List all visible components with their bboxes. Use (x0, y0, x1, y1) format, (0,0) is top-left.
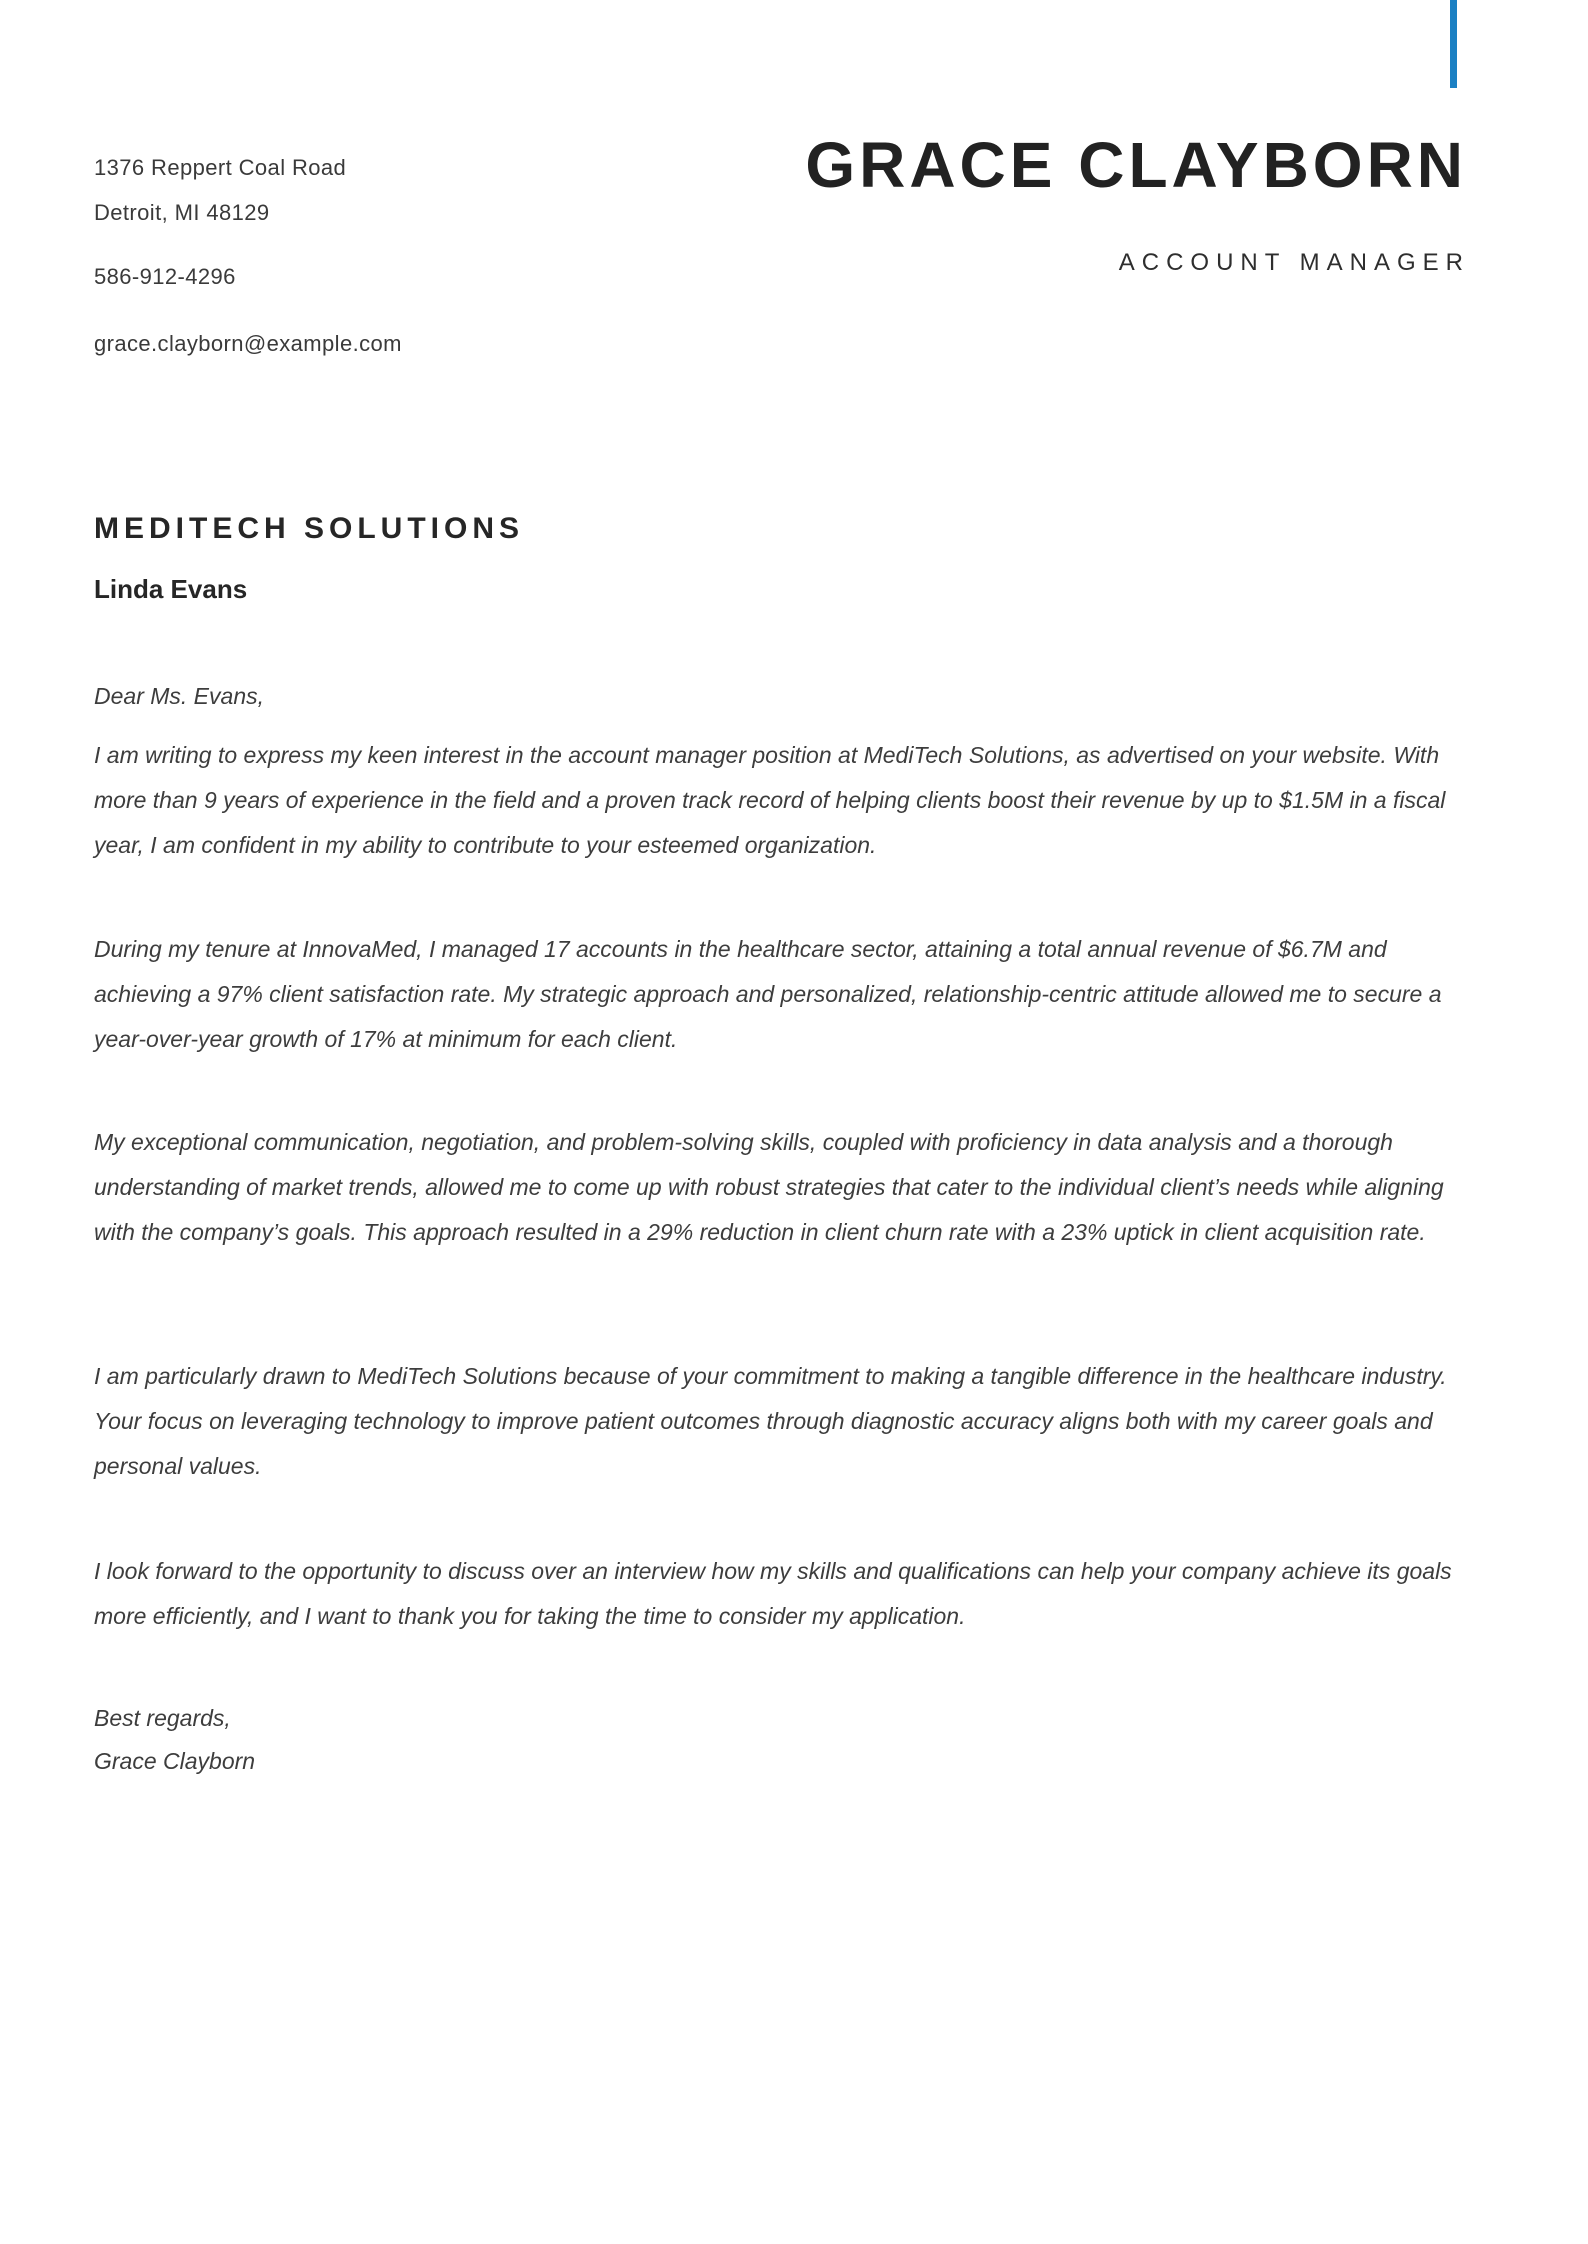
letter-paragraph-1: I am writing to express my keen interest in the account manager position at MediTech Solutions, as advertised on your website. With more than 9 years of experience in the field and a proven track record of helping clients boost their revenue by up to $1.5M in a fiscal year, I am confident in my ability to contribute to your esteemed organization. (94, 742, 1446, 858)
candidate-job-title: ACCOUNT MANAGER (1118, 249, 1470, 276)
contact-phone: 586-912-4296 (94, 264, 236, 289)
letter-signature-name: Grace Clayborn (94, 1748, 256, 1774)
letter-paragraph-2: During my tenure at InnovaMed, I managed 17 accounts in the healthcare sector, attaining a total annual revenue of $6.7M and achieving a 97% client satisfaction rate. My strategic approach and personalized, relationship-centric attitude allowed me to secure a year-over-year growth of 17% at minimum for each client. (94, 936, 1442, 1052)
letter-greeting: Dear Ms. Evans, (94, 683, 264, 709)
recipient-contact-person: Linda Evans (94, 574, 248, 604)
contact-email: grace.clayborn@example.com (94, 331, 402, 356)
candidate-name: GRACE CLAYBORN (805, 129, 1467, 201)
accent-bar (1450, 0, 1457, 88)
letter-paragraph-3: My exceptional communication, negotiation, and problem-solving skills, coupled with proficiency in data analysis and a thorough understanding of market trends, allowed me to come up with robust strategies that cater to the individual client’s needs while aligning with the company’s goals. This approach resulted in a 29% reduction in client churn rate with a 23% uptick in client acquisition rate. (94, 1129, 1444, 1245)
contact-address-line-1: 1376 Reppert Coal Road (94, 155, 347, 180)
recipient-company: MEDITECH SOLUTIONS (94, 512, 525, 545)
contact-address-line-2: Detroit, MI 48129 (94, 200, 270, 225)
letter-paragraph-4: I am particularly drawn to MediTech Solutions because of your commitment to making a tangible difference in the healthcare industry. Your focus on leveraging technology to improve patient outcomes through diagnostic accuracy aligns both with my career goals and personal values. (94, 1363, 1447, 1479)
letter-signoff: Best regards, (94, 1705, 231, 1731)
letter-paragraph-5: I look forward to the opportunity to discuss over an interview how my skills and qualifications can help your company achieve its goals more efficiently, and I want to thank you for taking the time to consider my application. (94, 1558, 1452, 1629)
